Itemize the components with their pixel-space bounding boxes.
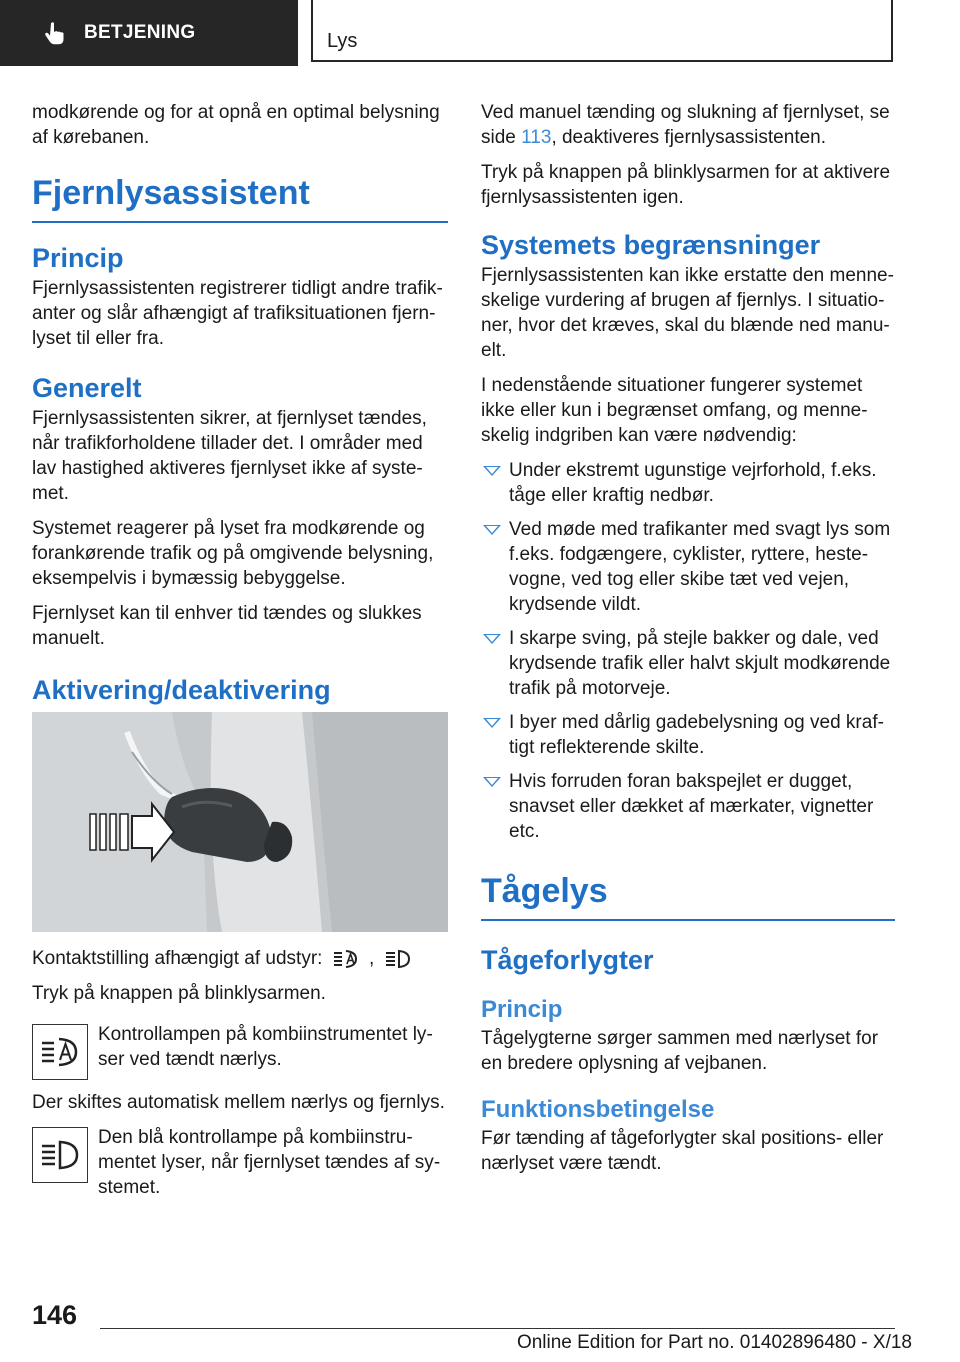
taageforlygter-heading: Tågeforlygter bbox=[481, 945, 654, 975]
list-item: Ved møde med trafikanter med svagt lys som f.eks. fodgængere, cyklister, ryttere, hestevogne, ved tog eller skibe tæt ved vejen, krydsende vildt. bbox=[481, 517, 895, 617]
edition-text: Online Edition for Part no. 01402896480 - X/18 bbox=[516, 1332, 912, 1353]
lamp-high-beam-text: Den blå kontrollampe på kombiinstrumentet lyser, når fjernlyset tændes af systemet. bbox=[98, 1127, 441, 1198]
contact-separator: , bbox=[369, 948, 375, 969]
taagelys-heading: Tågelys bbox=[481, 872, 895, 921]
manual-text-pre: Ved manuel tænding og slukning af fjernlyset, se side bbox=[481, 102, 890, 148]
section-tab bbox=[0, 0, 298, 66]
generelt-text-1: Fjernlysassistenten sikrer, at fjernlyset tændes, når trafikforholdene tillader det. I områder med lav hastighed aktiveres fjernlyset ikke af systemet. bbox=[32, 408, 427, 504]
intro-text: modkørende og for at opnå en optimal belysning af kørebanen. bbox=[32, 102, 440, 148]
page-number: 146 bbox=[32, 1300, 78, 1330]
chapter-box bbox=[311, 0, 893, 62]
page-link[interactable]: 113 bbox=[521, 127, 552, 148]
fog-princip-text: Tågelygterne sørger sammen med nærlyset for en bredere oplysning af vejbanen. bbox=[481, 1028, 879, 1074]
page-footer bbox=[0, 1290, 960, 1362]
contact-text bbox=[32, 946, 448, 971]
fjernlysassistent-heading: Fjernlysassistent bbox=[32, 174, 448, 223]
press-again-text: Tryk på knappen på blinklysarmen for at aktivere fjernlysassistenten igen. bbox=[481, 162, 891, 208]
lamp-low-beam-text: Kontrollampen på kombiinstrumentet lyser ved tændt nærlys. bbox=[98, 1024, 433, 1070]
page-header bbox=[0, 0, 960, 66]
fog-princip-heading: Princip bbox=[481, 996, 563, 1023]
manual-text bbox=[481, 100, 895, 150]
limits-text-1: Fjernlysassistenten kan ikke erstatte den menneskelige vurdering af brugen af fjernlys. I situationer, hvor det kræves, skal du blænde ned manuelt. bbox=[481, 265, 894, 361]
generelt-heading: Generelt bbox=[32, 373, 142, 403]
list-item: Hvis forruden foran bakspejlet er dugget, snavset eller dækket af mærkater, vignetter etc. bbox=[481, 769, 895, 844]
auto-switch-text: Der skiftes automatisk mellem nærlys og fjernlys. bbox=[32, 1092, 445, 1113]
aktivering-heading: Aktivering/deaktivering bbox=[32, 675, 331, 705]
hand-pointer-icon bbox=[42, 20, 68, 46]
high-beam-lamp-row bbox=[32, 1125, 448, 1200]
list-item: Under ekstremt ugunstige vejrforhold, f.eks. tåge eller kraftig nedbør. bbox=[481, 458, 895, 508]
high-beam-icon bbox=[384, 948, 412, 970]
generelt-text-3: Fjernlyset kan til enhver tid tændes og slukkes manuelt. bbox=[32, 603, 422, 649]
princip-heading: Princip bbox=[32, 243, 124, 273]
limits-heading: Systemets begrænsninger bbox=[481, 230, 821, 260]
section-label: BETJENING bbox=[84, 22, 196, 43]
high-beam-lamp-icon bbox=[32, 1127, 88, 1183]
high-beam-assist-icon bbox=[332, 948, 360, 970]
limits-list bbox=[481, 458, 895, 844]
low-beam-lamp-row bbox=[32, 1022, 448, 1080]
contact-label: Kontaktstilling afhængigt af udstyr: bbox=[32, 948, 323, 969]
right-column bbox=[481, 100, 895, 1186]
fog-condition-heading: Funktionsbetingelse bbox=[481, 1096, 715, 1123]
manual-text-post: , deaktiveres fjernlysassistenten. bbox=[551, 127, 827, 148]
list-item: I byer med dårlig gadebelysning og ved kraftigt reflekterende skilte. bbox=[481, 710, 895, 760]
left-column bbox=[32, 100, 448, 1210]
fog-condition-text: Før tænding af tågeforlygter skal positions- eller nærlyset være tændt. bbox=[481, 1128, 884, 1174]
footer-divider bbox=[100, 1328, 895, 1329]
princip-text: Fjernlysassistenten registrerer tidligt andre trafikanter og slår afhængigt af trafiksituationen fjernlyset til eller fra. bbox=[32, 278, 443, 349]
chapter-label: Lys bbox=[327, 30, 358, 52]
high-beam-assist-lamp-icon bbox=[32, 1024, 88, 1080]
limits-text-2: I nedenstående situationer fungerer systemet ikke eller kun i begrænset omfang, og menneskelig indgriben kan være nødvendig: bbox=[481, 375, 868, 446]
press-button-text: Tryk på knappen på blinklysarmen. bbox=[32, 983, 326, 1004]
turn-signal-lever-illustration bbox=[32, 712, 448, 932]
list-item: I skarpe sving, på stejle bakker og dale, ved krydsende trafik eller halvt skjult modkørende trafik på motorveje. bbox=[481, 626, 895, 701]
generelt-text-2: Systemet reagerer på lyset fra modkørende og forankørende trafik og på omgivende belysning, eksempelvis i bymæssig bebyggelse. bbox=[32, 518, 434, 589]
